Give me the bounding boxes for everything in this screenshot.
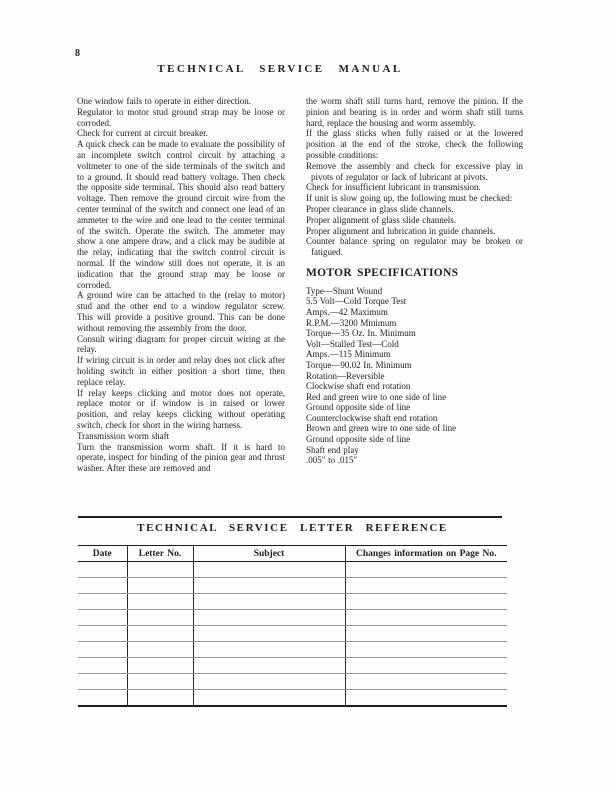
paragraph: If wiring circuit is in order and relay does not click after holding switch in either position a short time, then replace relay.	[77, 355, 285, 387]
empty-table-row	[78, 690, 507, 707]
empty-table-row	[78, 658, 507, 674]
column-header-subject: Subject	[193, 546, 345, 562]
empty-cell	[193, 642, 345, 658]
spec-line: Ground opposite side of line	[306, 434, 411, 445]
paragraph: Consult wiring diagram for proper circuit wiring at the relay.	[77, 333, 285, 355]
spec-line: Brown and green wire to one side of line	[306, 423, 457, 434]
page-number: 8	[75, 48, 80, 59]
empty-cell	[345, 626, 507, 642]
paragraph: Regulator to motor stud ground strap may be loose or corroded.	[77, 106, 285, 128]
empty-cell	[78, 562, 127, 578]
empty-cell	[345, 690, 507, 707]
section-divider-rule	[78, 516, 502, 518]
empty-table-row	[78, 642, 507, 658]
column-header-date: Date	[78, 546, 127, 562]
paragraph: A quick check can be made to evaluate the possibility of an incomplete switch control circuit by attaching a voltmeter to one of the side terminals of the switch and to a ground. It should read battery voltage. Then check the opposite side terminal. This should also read battery voltage. Then remove the ground circuit wire from the center terminal of the switch and connect one lead of an ammeter to the wire and one lead to the center terminal of the switch. Operate the switch. The ammeter may show a one ampere draw, and a click may be audible at the relay, indicating that the switch control circuit is normal. If the window still does not operate, it is an indication that the ground strap may be loose or corroded.	[77, 139, 285, 290]
spec-line: Type—Shunt Wound	[306, 285, 383, 296]
empty-cell	[345, 594, 507, 610]
empty-cell	[345, 674, 507, 690]
paragraph: Proper alignment of glass slide channels.	[306, 214, 456, 225]
empty-cell	[193, 674, 345, 690]
paragraph: Check for current at circuit breaker.	[77, 128, 208, 139]
empty-table-row	[78, 578, 507, 594]
empty-table-row	[78, 610, 507, 626]
paragraph: If the glass sticks when fully raised or at the lowered position at the end of the stroke, check the following possible conditions:	[306, 128, 523, 160]
empty-table-row	[78, 594, 507, 610]
empty-cell	[345, 562, 507, 578]
spec-line: 5.5 Volt—Cold Torque Test	[306, 296, 407, 307]
empty-cell	[78, 690, 127, 707]
paragraph: Proper alignment and lubrication in guide channels.	[306, 225, 496, 236]
spec-line: Torque—90.02 In. Minimum	[306, 359, 412, 370]
empty-cell	[127, 578, 193, 594]
spec-line: Volt—Stalled Test—Cold	[306, 338, 399, 349]
spec-line: Rotation—Reversible	[306, 370, 385, 381]
empty-cell	[193, 626, 345, 642]
empty-cell	[345, 610, 507, 626]
paragraph: Check for insufficient lubricant in transmission.	[306, 182, 481, 193]
empty-cell	[193, 594, 345, 610]
empty-cell	[78, 578, 127, 594]
paragraph: Remove the assembly and check for excessive play in pivots of regulator or lack of lubricant at pivots.	[306, 160, 523, 182]
paragraph: If unit is slow going up, the following must be checked:	[306, 193, 513, 204]
empty-cell	[345, 642, 507, 658]
empty-table-row	[78, 626, 507, 642]
empty-table-row	[78, 674, 507, 690]
empty-cell	[78, 674, 127, 690]
paragraph: A ground wire can be attached to the (relay to motor) stud and the other end to a window regulator screw. This will provide a positive ground. This can be done without removing the assembly from the door.	[77, 290, 285, 333]
right-column	[306, 96, 523, 466]
spec-line: Amps.—42 Maximum	[306, 306, 388, 317]
paragraph: Proper clearance in glass slide channels.	[306, 203, 454, 214]
motor-specifications-heading: MOTOR SPECIFICATIONS	[306, 266, 459, 279]
spec-line: .005″ to .015″	[306, 455, 358, 466]
empty-cell	[78, 658, 127, 674]
spec-line: R.P.M.—3200 Minimum	[306, 317, 397, 328]
spec-line: Torque—35 Oz. In. Minimum	[306, 328, 416, 339]
spec-line: Clockwise shaft end rotation	[306, 381, 411, 392]
paragraph: Counter balance spring on regulator may be broken or fatigued.	[306, 236, 523, 258]
empty-cell	[193, 658, 345, 674]
paragraph: If relay keeps clicking and motor does not operate, replace motor or if window is in raised or lower position, and relay keeps clicking without operating switch, check for short in the wiring harness.	[77, 387, 285, 430]
empty-cell	[78, 642, 127, 658]
empty-cell	[127, 562, 193, 578]
empty-cell	[193, 610, 345, 626]
column-header-letter-no: Letter No.	[127, 546, 193, 562]
paragraph: the worm shaft still turns hard, remove the pinion. If the pinion and bearing is in order and worm shaft still turns hard, replace the housing and worm assembly.	[306, 96, 523, 128]
motor-specifications-list	[306, 286, 523, 466]
empty-cell	[127, 642, 193, 658]
left-column	[77, 96, 285, 474]
spec-line: Ground opposite side of line	[306, 402, 411, 413]
empty-cell	[193, 578, 345, 594]
spec-line: Shaft end play	[306, 444, 359, 455]
empty-cell	[127, 690, 193, 707]
empty-cell	[127, 610, 193, 626]
spec-line: Counterclockwise shaft end rotation	[306, 412, 438, 423]
paragraph: Turn the transmission worm shaft. If it is hard to operate, inspect for binding of the pinion gear and thrust washer. After these are removed and	[77, 441, 285, 474]
empty-cell	[78, 610, 127, 626]
empty-cell	[127, 626, 193, 642]
empty-cell	[127, 658, 193, 674]
page-title: TECHNICAL SERVICE MANUAL	[157, 63, 403, 75]
empty-cell	[127, 594, 193, 610]
spec-line: Amps.—115 Minimum	[306, 349, 391, 360]
spec-line: Red and green wire to one side of line	[306, 391, 447, 402]
reference-table	[78, 545, 507, 707]
empty-cell	[78, 626, 127, 642]
reference-table-title: TECHNICAL SERVICE LETTER REFERENCE	[137, 522, 448, 534]
empty-cell	[345, 578, 507, 594]
subheading-transmission-worm-shaft: Transmission worm shaft	[77, 430, 170, 441]
column-header-changes-information: Changes information on Page No.	[345, 546, 507, 562]
empty-cell	[78, 594, 127, 610]
empty-table-row	[78, 562, 507, 578]
empty-cell	[193, 690, 345, 707]
empty-cell	[345, 658, 507, 674]
table-header-row	[78, 546, 507, 562]
empty-cell	[127, 674, 193, 690]
paragraph: One window fails to operate in either direction.	[77, 96, 251, 106]
empty-cell	[193, 562, 345, 578]
